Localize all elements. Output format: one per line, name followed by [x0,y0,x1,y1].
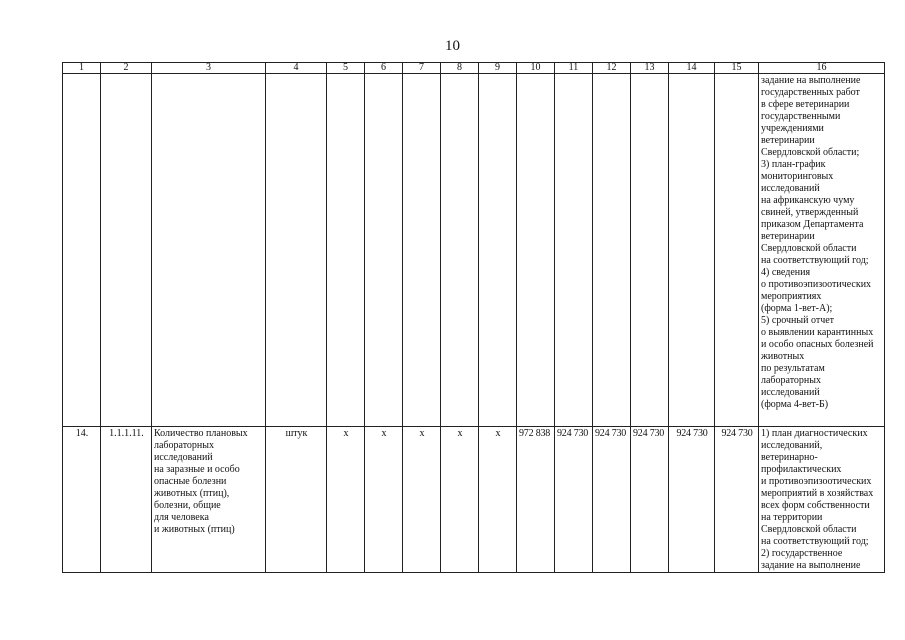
table-cell [441,74,479,427]
value-cell: х [441,427,479,573]
table-cell [517,74,555,427]
unit-cell: штук [266,427,327,573]
value-cell: х [479,427,517,573]
table-row [63,427,885,573]
column-number: 8 [441,63,479,74]
source-documents-cell: 1) план диагностических исследований, ветеринарно- профилактических и противоэпизоотических мероприятий в хозяйствах всех форм собственности на территории Свердловской области на соответствующий год; 2) государственное задание на выполнение [759,427,885,573]
indicator-name-cell: Количество плановых лабораторных исследований на заразные и особо опасные болезни животных (птиц), болезни, общие для человека и животных (птиц) [152,427,266,573]
value-cell: 924 730 [715,427,759,573]
value-cell: х [365,427,403,573]
page-number: 10 [445,38,460,54]
table-cell [152,74,266,427]
table-cell [555,74,593,427]
table-cell [715,74,759,427]
value-cell: х [327,427,365,573]
column-number: 14 [669,63,715,74]
indicator-table [62,62,885,573]
column-number: 15 [715,63,759,74]
table-cell [593,74,631,427]
value-cell: 924 730 [631,427,669,573]
column-number: 16 [759,63,885,74]
column-number: 1 [63,63,101,74]
table-cell [266,74,327,427]
table-cell [403,74,441,427]
column-number: 2 [101,63,152,74]
column-number: 9 [479,63,517,74]
column-number: 6 [365,63,403,74]
column-number: 11 [555,63,593,74]
value-cell: 972 838 [517,427,555,573]
column-number: 10 [517,63,555,74]
table-cell [479,74,517,427]
column-number: 13 [631,63,669,74]
column-number: 7 [403,63,441,74]
table-row [63,74,885,427]
table-cell [631,74,669,427]
column-number: 3 [152,63,266,74]
value-cell: 924 730 [555,427,593,573]
value-cell: 924 730 [593,427,631,573]
column-number-row [63,63,885,74]
value-cell: х [403,427,441,573]
table-cell [327,74,365,427]
row-number-cell: 14. [63,427,101,573]
column-number: 12 [593,63,631,74]
source-documents-cell: задание на выполнение государственных работ в сфере ветеринарии государственными учреждениями ветеринарии Свердловской области; 3) план-график мониторинговых исследований на африканскую чуму свиней, утвержденный приказом Департамента ветеринарии Свердловской области на соответствующий год; 4) сведения о противоэпизоотических мероприятиях (форма 1-вет-А); 5) срочный отчет о выявлении карантинных и особо опасных болезней животных по результатам лабораторных исследований (форма 4-вет-Б) [759,74,885,427]
table-cell [63,74,101,427]
column-number: 4 [266,63,327,74]
table-cell [101,74,152,427]
table-cell [669,74,715,427]
item-code-cell: 1.1.1.11. [101,427,152,573]
value-cell: 924 730 [669,427,715,573]
table-cell [365,74,403,427]
column-number: 5 [327,63,365,74]
